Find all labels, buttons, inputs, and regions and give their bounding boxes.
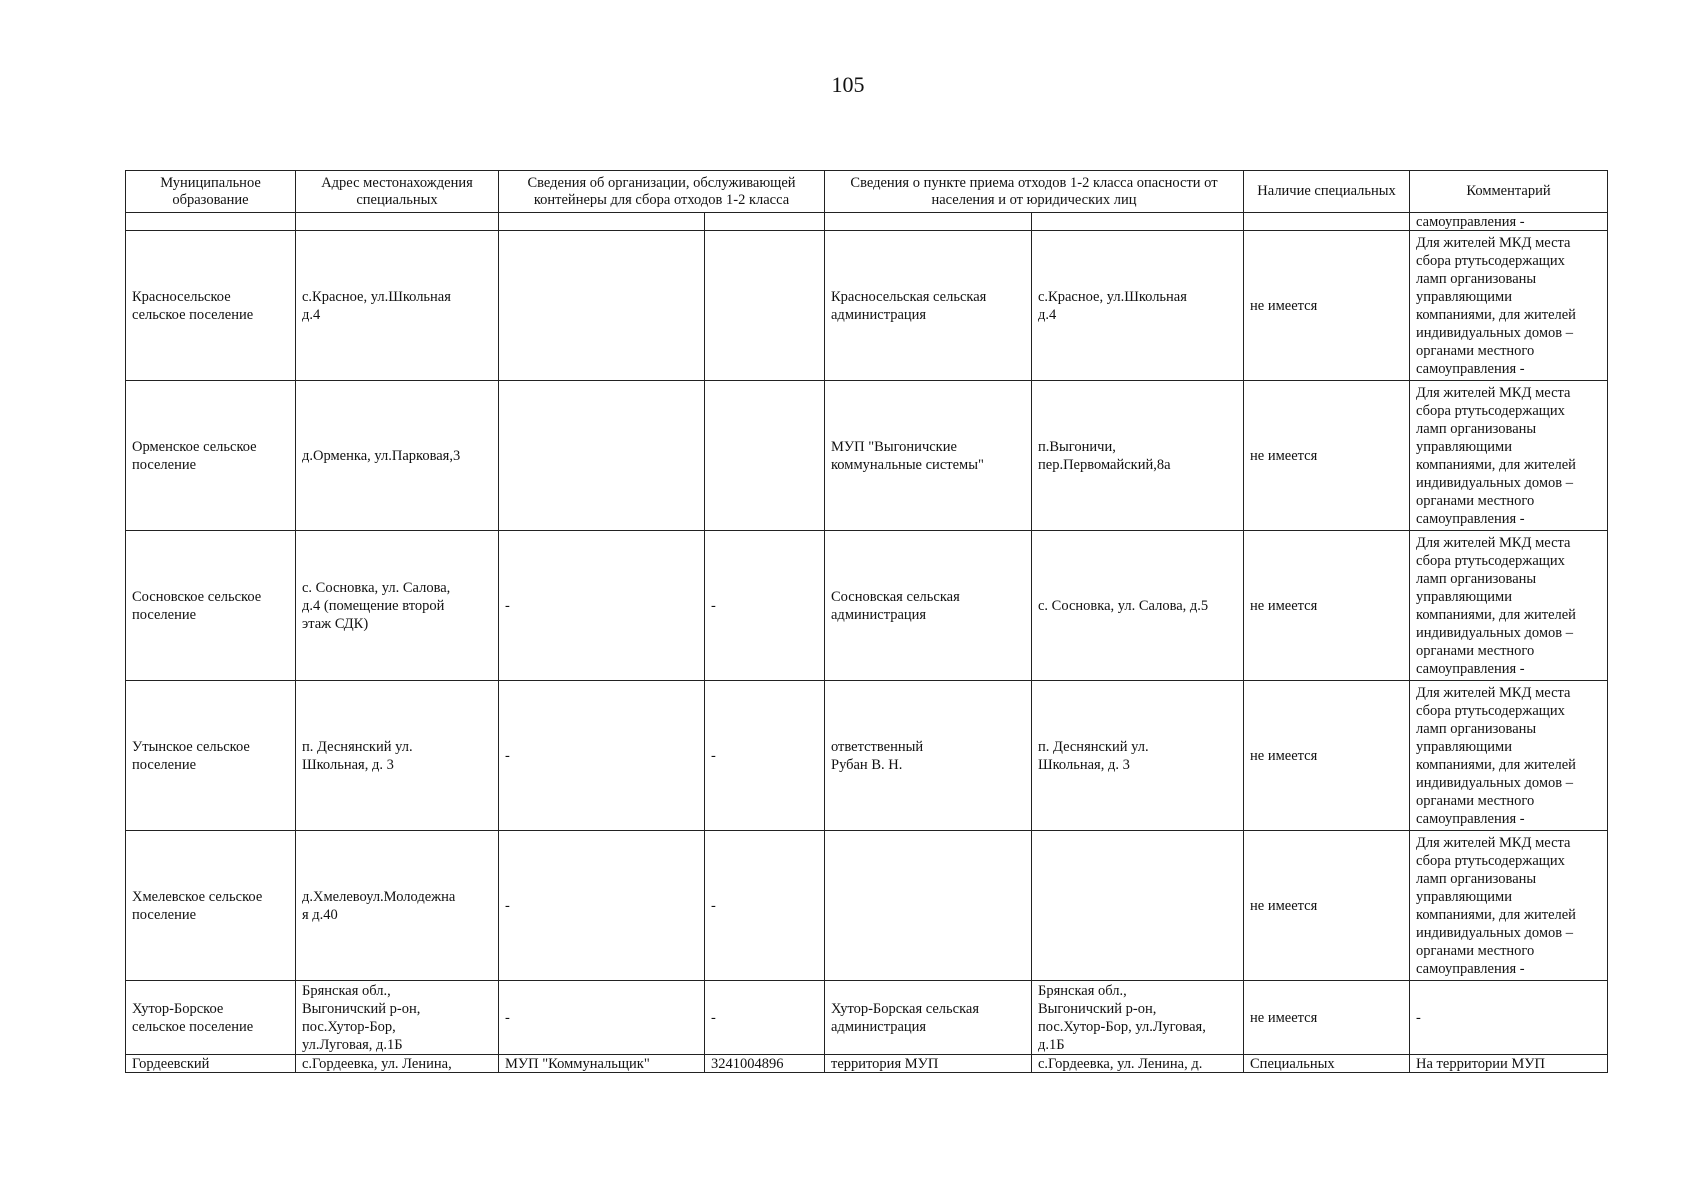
cell-point-name: территория МУП: [825, 1055, 1032, 1073]
cell-point-address: с.Красное, ул.Школьная д.4: [1032, 231, 1244, 381]
cell-availability: не имеется: [1244, 381, 1410, 531]
header-municipality: Муниципальное образование: [126, 171, 296, 213]
cell-availability: не имеется: [1244, 681, 1410, 831]
cell-point-name: МУП "Выгоничские коммунальные системы": [825, 381, 1032, 531]
cell-municipality: Хутор-Борское сельское поселение: [126, 981, 296, 1055]
cell-org-inn: [705, 381, 825, 531]
cell-municipality: Орменское сельское поселение: [126, 381, 296, 531]
cell-org-name: -: [499, 681, 705, 831]
cell-point-address: [1032, 831, 1244, 981]
cell-org-name: -: [499, 531, 705, 681]
continuation-row: [126, 213, 1608, 231]
cell-comment: На территории МУП: [1410, 1055, 1608, 1073]
cell-address: с.Гордеевка, ул. Ленина,: [296, 1055, 499, 1073]
cell-point-name: [825, 831, 1032, 981]
cell-org-inn: -: [705, 981, 825, 1055]
cell-municipality: Утынское сельское поселение: [126, 681, 296, 831]
cell-address: п. Деснянский ул. Школьная, д. 3: [296, 681, 499, 831]
table-row: [126, 681, 1608, 831]
cell-org-name: [499, 381, 705, 531]
cell-point-name: Сосновская сельская администрация: [825, 531, 1032, 681]
cell-org-name: -: [499, 981, 705, 1055]
cell-municipality: Сосновское сельское поселение: [126, 531, 296, 681]
waste-collection-table: [125, 170, 1608, 1073]
cell-availability: не имеется: [1244, 531, 1410, 681]
continuation-comment: самоуправления -: [1410, 213, 1608, 231]
cell-point-address: Брянская обл., Выгоничский р-он, пос.Хутор-Бор, ул.Луговая, д.1Б: [1032, 981, 1244, 1055]
cell-org-inn: [705, 231, 825, 381]
cell-point-address: п. Деснянский ул. Школьная, д. 3: [1032, 681, 1244, 831]
cell-comment: Для жителей МКД места сбора ртутьсодержащих ламп организованы управляющими компаниями, для жителей индивидуальных домов – органами местного самоуправления -: [1410, 681, 1608, 831]
header-org-info: Сведения об организации, обслуживающей контейнеры для сбора отходов 1-2 класса: [499, 171, 825, 213]
cell-point-address: с.Гордеевка, ул. Ленина, д.: [1032, 1055, 1244, 1073]
table-row: [126, 981, 1608, 1055]
cell-availability: не имеется: [1244, 981, 1410, 1055]
cell-comment: Для жителей МКД места сбора ртутьсодержащих ламп организованы управляющими компаниями, для жителей индивидуальных домов – органами местного самоуправления -: [1410, 231, 1608, 381]
cell-point-name: ответственный Рубан В. Н.: [825, 681, 1032, 831]
cell-comment: Для жителей МКД места сбора ртутьсодержащих ламп организованы управляющими компаниями, для жителей индивидуальных домов – органами местного самоуправления -: [1410, 531, 1608, 681]
cell-point-name: Хутор-Борская сельская администрация: [825, 981, 1032, 1055]
cell-comment: -: [1410, 981, 1608, 1055]
cell-availability: не имеется: [1244, 831, 1410, 981]
header-comment: Комментарий: [1410, 171, 1608, 213]
table-row: [126, 381, 1608, 531]
cell-address: с. Сосновка, ул. Салова, д.4 (помещение второй этаж СДК): [296, 531, 499, 681]
header-address: Адрес местонахождения специальных: [296, 171, 499, 213]
cell-org-name: -: [499, 831, 705, 981]
cell-address: д.Орменка, ул.Парковая,3: [296, 381, 499, 531]
cell-availability: Специальных: [1244, 1055, 1410, 1073]
cell-comment: Для жителей МКД места сбора ртутьсодержащих ламп организованы управляющими компаниями, для жителей индивидуальных домов – органами местного самоуправления -: [1410, 831, 1608, 981]
table-row: [126, 831, 1608, 981]
cell-address: д.Хмелевоул.Молодежна я д.40: [296, 831, 499, 981]
cell-address: Брянская обл., Выгоничский р-он, пос.Хутор-Бор, ул.Луговая, д.1Б: [296, 981, 499, 1055]
cell-org-name: МУП "Коммунальщик": [499, 1055, 705, 1073]
cell-org-inn: -: [705, 831, 825, 981]
cell-point-address: с. Сосновка, ул. Салова, д.5: [1032, 531, 1244, 681]
cell-availability: не имеется: [1244, 231, 1410, 381]
cell-org-inn: 3241004896: [705, 1055, 825, 1073]
cell-address: с.Красное, ул.Школьная д.4: [296, 231, 499, 381]
cell-municipality: Хмелевское сельское поселение: [126, 831, 296, 981]
header-point-info: Сведения о пункте приема отходов 1-2 класса опасности от населения и от юридических лиц: [825, 171, 1244, 213]
page-number: 105: [831, 72, 865, 97]
cell-org-name: [499, 231, 705, 381]
cell-comment: Для жителей МКД места сбора ртутьсодержащих ламп организованы управляющими компаниями, для жителей индивидуальных домов – органами местного самоуправления -: [1410, 381, 1608, 531]
table-header-row: [126, 171, 1608, 213]
header-availability: Наличие специальных: [1244, 171, 1410, 213]
table-row: [126, 531, 1608, 681]
cell-org-inn: -: [705, 681, 825, 831]
cell-org-inn: -: [705, 531, 825, 681]
cell-municipality: Красносельское сельское поселение: [126, 231, 296, 381]
cell-point-address: п.Выгоничи, пер.Первомайский,8а: [1032, 381, 1244, 531]
table-row-partial: [126, 1055, 1608, 1073]
cell-point-name: Красносельская сельская администрация: [825, 231, 1032, 381]
cell-municipality: Гордеевский: [126, 1055, 296, 1073]
table-row: [126, 231, 1608, 381]
